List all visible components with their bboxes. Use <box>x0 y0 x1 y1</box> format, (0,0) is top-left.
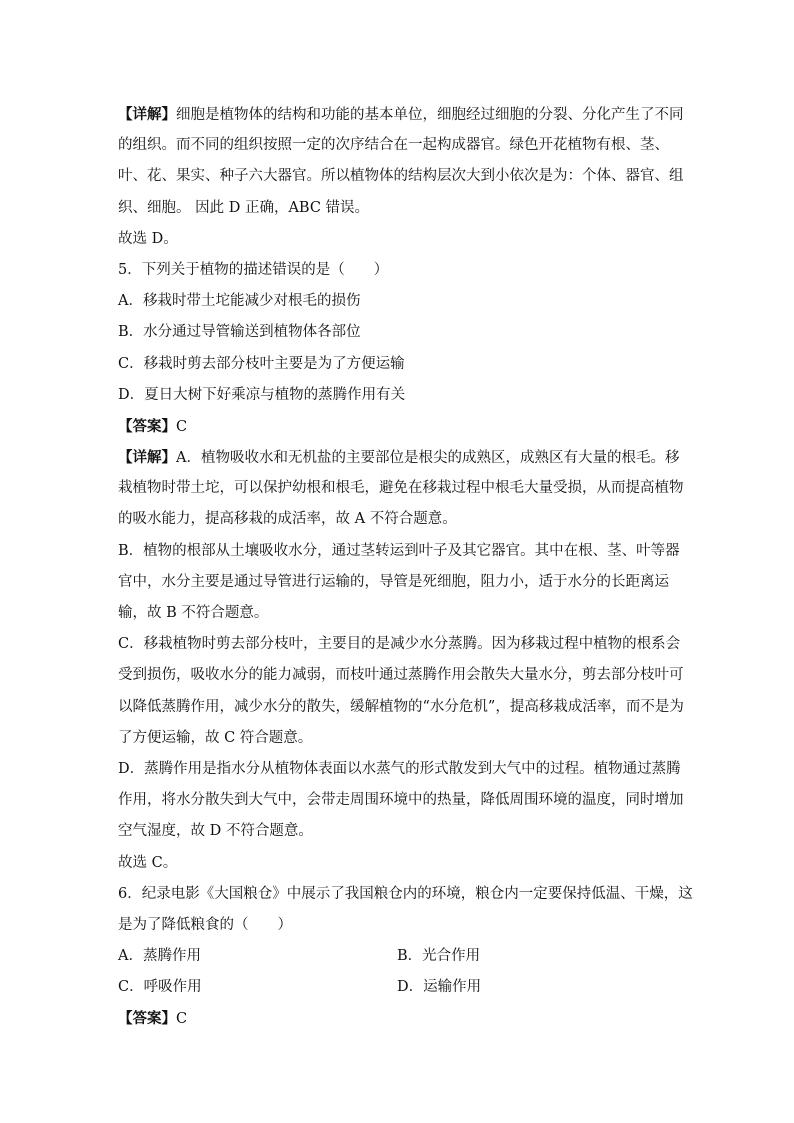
q5-detail-d-line-2: 作用，将水分散失到大气中，会带走周围环境中的热量，降低周围环境的温度，同时增加 <box>118 792 684 809</box>
q6-options-row-1 <box>118 941 678 972</box>
q4-detail-line-2: 的组织。而不同的组织按照一定的次序结合在一起构成器官。绿色开花植物有根、茎、 <box>118 137 669 154</box>
answer-tag: 【答案】 <box>118 1010 176 1028</box>
detail-text: 细胞是植物体的结构和功能的基本单位，细胞经过细胞的分裂、分化产生了不同 <box>176 107 684 123</box>
q5-stem: 5．下列关于植物的描述错误的是（ ） <box>118 261 389 278</box>
document-page <box>118 99 693 1035</box>
q6-stem-line-1: 6．纪录电影《大国粮仓》中展示了我国粮仓内的环境，粮仓内一定要保持低温、干燥，这 <box>118 885 693 902</box>
q5-detail-c-line-2: 受到损伤，吸收水分的能力减弱，而枝叶通过蒸腾作用会散失大量水分，剪去部分枝叶可 <box>118 667 684 684</box>
q5-option-c: C．移栽时剪去部分枝叶主要是为了方便运输 <box>118 355 405 372</box>
answer-value: C <box>176 1011 188 1028</box>
detail-text: A．植物吸收水和无机盐的主要部位是根尖的成熟区，成熟区有大量的根毛。移 <box>176 450 680 467</box>
q5-detail-a-line-1 <box>118 442 678 473</box>
q4-detail-line-1 <box>118 99 684 130</box>
q5-detail-b-line-2: 官中，水分主要是通过导管进行运输的，导管是死细胞，阻力小，适于水分的长距离运 <box>118 573 669 590</box>
q5-detail-a-line-3: 的吸水能力，提高移栽的成活率，故 A 不符合题意。 <box>118 511 457 528</box>
q6-answer <box>118 1003 678 1034</box>
q5-option-d: D．夏日大树下好乘凉与植物的蒸腾作用有关 <box>118 386 406 403</box>
answer-value: C <box>176 418 188 435</box>
q5-conclusion: 故选 C。 <box>118 854 178 871</box>
q5-detail-b-line-3: 输，故 B 不符合题意。 <box>118 605 269 621</box>
q5-option-a: A．移栽时带土坨能减少对根毛的损伤 <box>118 293 361 310</box>
q6-option-c: C．呼吸作用 <box>118 979 202 996</box>
q5-detail-c-line-3: 以降低蒸腾作用，减少水分的散失，缓解植物的“水分危机”，提高移栽成活率，而不是为 <box>118 698 684 715</box>
q5-detail-d-line-1: D．蒸腾作用是指水分从植物体表面以水蒸气的形式散发到大气中的过程。植物通过蒸腾 <box>118 760 681 777</box>
q5-detail-a-line-2: 栽植物时带土坨，可以保护幼根和根毛，避免在移栽过程中根毛大量受损，从而提高植物 <box>118 480 684 497</box>
q4-conclusion: 故选 D。 <box>118 230 178 247</box>
q6-option-d: D．运输作用 <box>397 979 482 996</box>
q4-detail-line-3: 叶、花、果实、种子六大器官。所以植物体的结构层次大到小依次是为：个体、器官、组 <box>118 168 684 185</box>
q6-options-row-2 <box>118 972 678 1003</box>
q5-option-b: B．水分通过导管输送到植物体各部位 <box>118 324 361 341</box>
q5-detail-c-line-1: C．移栽植物时剪去部分枝叶，主要目的是减少水分蒸腾。因为移栽过程中植物的根系会 <box>118 636 681 653</box>
q5-detail-d-line-3: 空气湿度，故 D 不符合题意。 <box>118 823 313 840</box>
q5-detail-b-line-1: B．植物的根部从土壤吸收水分，通过茎转运到叶子及其它器官。其中在根、茎、叶等器 <box>118 542 680 559</box>
q6-option-b: B．光合作用 <box>397 948 481 965</box>
answer-tag: 【答案】 <box>118 417 176 435</box>
detail-tag: 【详解】 <box>118 449 176 467</box>
q5-answer <box>118 411 678 442</box>
q6-stem-line-2: 是为了降低粮食的（ ） <box>118 916 292 933</box>
q4-detail-line-4: 织、细胞。 因此 D 正确，ABC 错误。 <box>118 199 370 216</box>
detail-tag: 【详解】 <box>118 106 176 123</box>
q5-detail-c-line-4: 了方便运输，故 C 符合题意。 <box>118 729 313 746</box>
q6-option-a: A．蒸腾作用 <box>118 948 201 965</box>
